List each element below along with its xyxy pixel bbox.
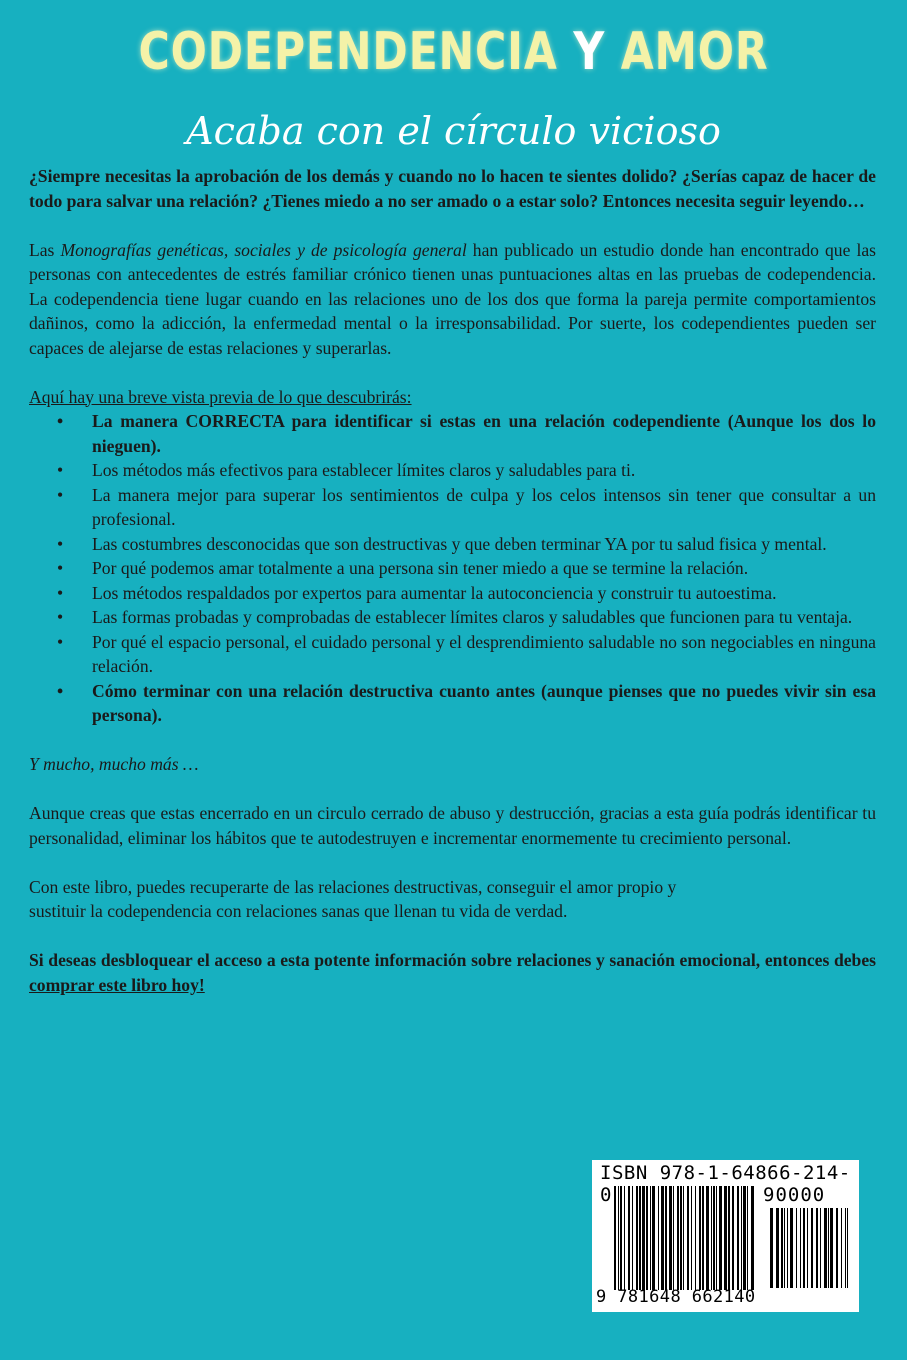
journal-name: Monografías genéticas, sociales y de psicología general: [60, 239, 467, 260]
isbn-barcode: [592, 1160, 859, 1312]
study-paragraph: [29, 238, 876, 361]
preview-list: [29, 409, 876, 728]
list-item: • Los métodos respaldados por expertos para aumentar la autoconciencia y construir tu autoestima.: [29, 581, 876, 606]
title-part-2: AMOR: [620, 22, 769, 82]
call-to-action: [29, 948, 876, 997]
list-item: • Por qué podemos amar totalmente a una persona sin tener miedo a que se termine la relación.: [29, 556, 876, 581]
growth-paragraph: Aunque creas que estas encerrado en un circulo cerrado de abuso y destrucción, gracias a esta guía podrás identificar tu personalidad, eliminar los hábitos que te autodestruyen e incrementar enormemente tu crecimiento personal.: [29, 803, 876, 848]
recovery-paragraph-line-1: Con este libro, puedes recuperarte de las relaciones destructivas, conseguir el amor propio y: [29, 876, 677, 897]
list-item: • Las costumbres desconocidas que son destructivas y que deben terminar YA por tu salud fisica y mental.: [29, 532, 876, 557]
list-item: • La manera mejor para superar los sentimientos de culpa y los celos intensos sin tener que consultar a un profesional.: [29, 483, 876, 532]
ean-digits: 9 781648 662140: [596, 1287, 756, 1307]
intro-question: ¿Siempre necesitas la aprobación de los demás y cuando no lo hacen te sientes dolido? ¿Serías capaz de hacer de todo para salvar una relación? ¿Tienes miedo a no ser amado o a estar solo? Entonces necesita seguir leyendo…: [29, 166, 876, 211]
cta-text: Si deseas desbloquear el acceso a esta potente información sobre relaciones y sanación emocional, entonces debes: [29, 950, 876, 970]
book-subtitle: Acaba con el círculo vicioso: [186, 109, 721, 153]
list-item: • Las formas probadas y comprobadas de establecer límites claros y saludables que funcionen para tu ventaja.: [29, 605, 876, 630]
title-part-1: CODEPENDENCIA: [138, 22, 558, 82]
study-prefix: Las: [29, 239, 61, 260]
study-text: han publicado un estudio donde han encontrado que las personas con antecedentes de estrés familiar crónico tienen unas puntuaciones altas en las pruebas de codependencia. La codependencia tiene lugar cuando en las relaciones uno de los dos que forma la pareja permite comportamientos dañinos, como la adicción, la enfermedad mental o la irresponsabilidad. Por suerte, los codependientes pueden ser capaces de alejarse de estas relaciones y superarlas.: [29, 239, 876, 358]
more-text: Y mucho, mucho más …: [29, 754, 199, 774]
buy-link[interactable]: comprar este libro hoy!: [29, 974, 205, 995]
book-title: [82, 22, 826, 82]
back-cover-text: [29, 164, 876, 997]
title-y: Y: [573, 22, 606, 82]
list-item: • La manera CORRECTA para identificar si estas en una relación codependiente (Aunque los dos lo nieguen).: [29, 409, 876, 458]
price-code: 90000: [763, 1184, 826, 1206]
list-item: • Cómo terminar con una relación destructiva cuanto antes (aunque pienses que no puedes vivir sin esa persona).: [29, 679, 876, 728]
list-item: • Por qué el espacio personal, el cuidado personal y el desprendimiento saludable no son negociables en ninguna relación.: [29, 630, 876, 679]
preview-heading: Aquí hay una breve vista previa de lo que descubrirás:: [29, 386, 412, 407]
isbn-label: ISBN 978-1-64866-214-0: [600, 1162, 851, 1206]
list-item: • Los métodos más efectivos para establecer límites claros y saludables para ti.: [29, 458, 876, 483]
recovery-paragraph-line-2: sustituir la codependencia con relaciones sanas que llenan tu vida de verdad.: [29, 901, 568, 921]
